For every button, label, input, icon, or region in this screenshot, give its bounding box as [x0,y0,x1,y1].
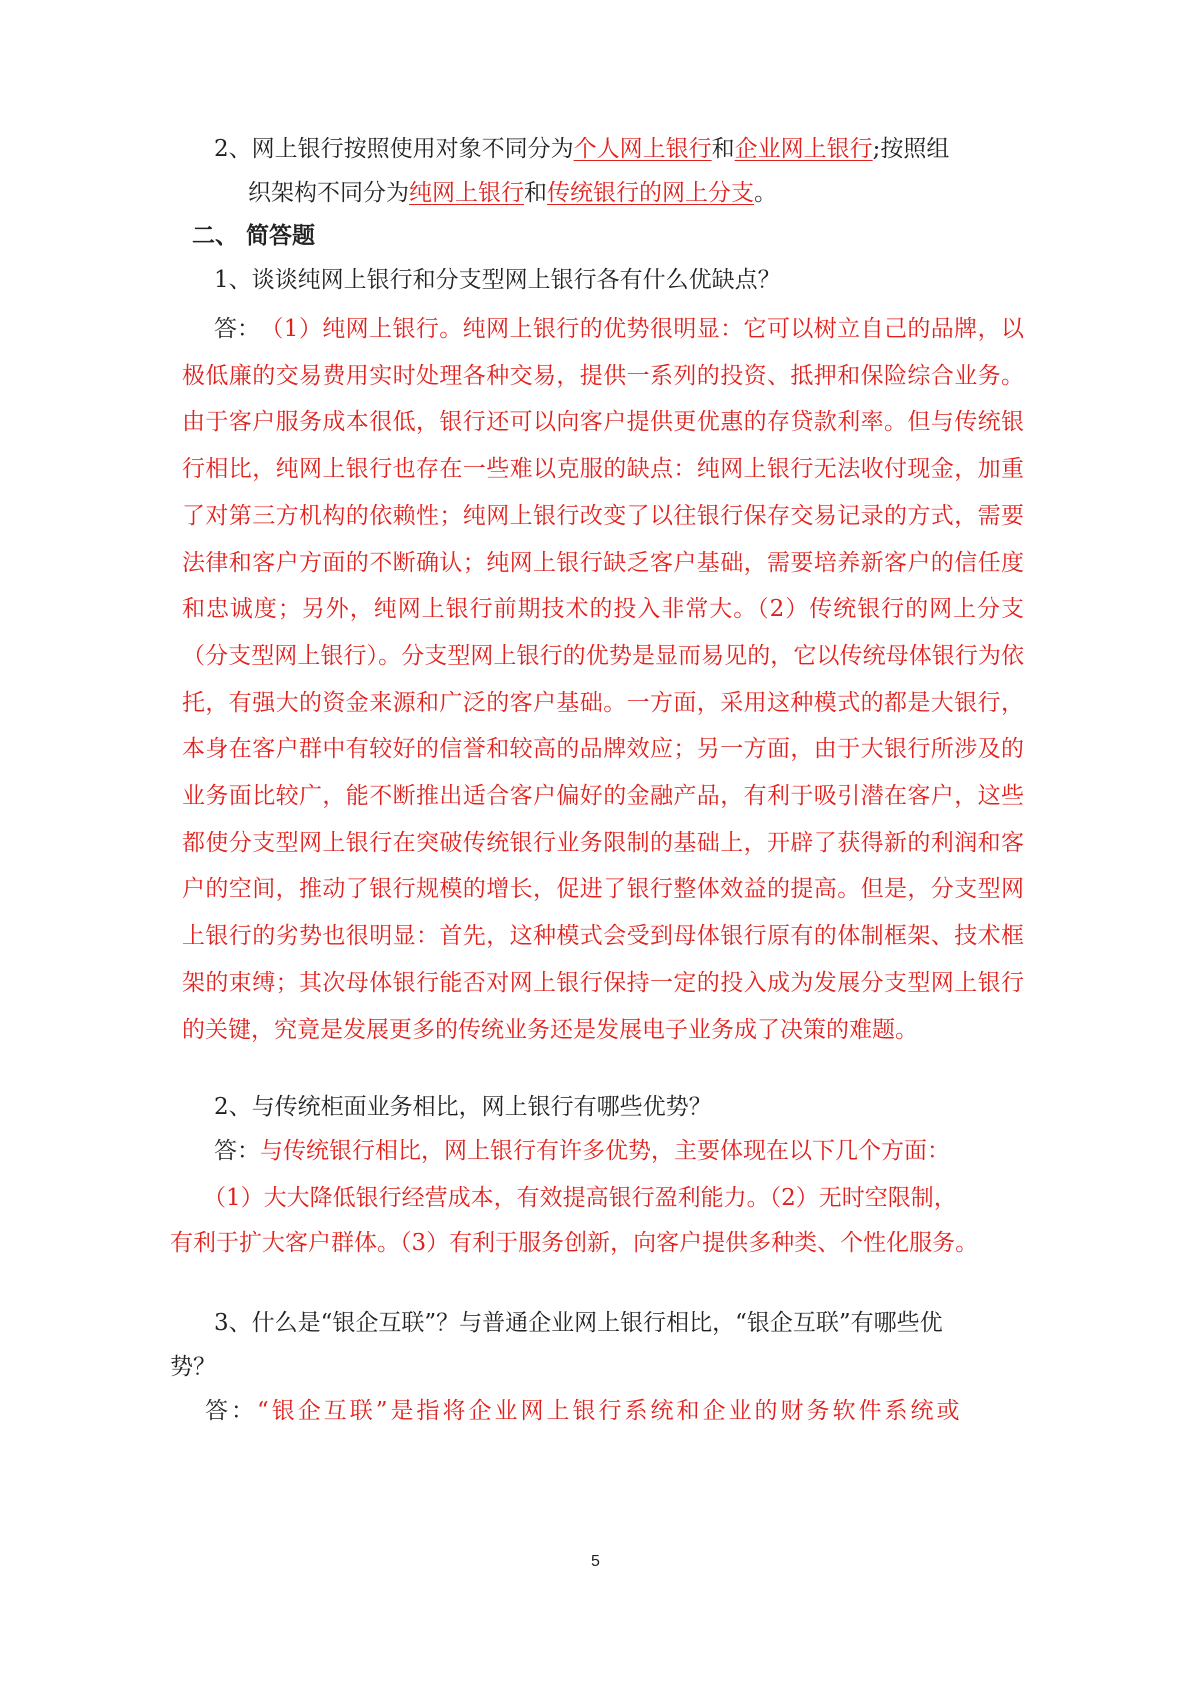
question-text: 。 [754,180,777,206]
question-2: 2、与传统柜面业务相比，网上银行有哪些优势？ [214,1094,712,1120]
fill-in-question-line-2 [248,177,1191,209]
answer-1-text: （1）纯网上银行。纯网上银行的优势很明显：它可以树立自己的品牌，以极低廉的交易费用实时处理各种交易，提供一系列的投资、抵押和保险综合业务。由于客户服务成本很低，银行还可以向客户提供更优惠的存贷款利率。但与传统银行相比，纯网上银行也存在一些难以克服的缺点：纯网上银行无法收付现金，加重了对第三方机构的依赖性；纯网上银行改变了以往银行保存交易记录的方式，需要法律和客户方面的不断确认；纯网上银行缺乏客户基础，需要培养新客户的信任度和忠诚度；另外，纯网上银行前期技术的投入非常大。（2）传统银行的网上分支（分支型网上银行）。分支型网上银行的优势是显而易见的，它以传统母体银行为依托，有强大的资金来源和广泛的客户基础。一方面，采用这种模式的都是大银行，本身在客户群中有较好的信誉和较高的品牌效应；另一方面，由于大银行所涉及的业务面比较广，能不断推出适合客户偏好的金融产品，有利于吸引潜在客户，这些都使分支型网上银行在突破传统银行业务限制的基础上，开辟了获得新的利润和客户的空间，推动了银行规模的增长，促进了银行整体效益的提高。但是，分支型网上银行的劣势也很明显：首先，这种模式会受到母体银行原有的体制框架、技术框架的束缚；其次母体银行能否对网上银行保持一定的投入成为发展分支型网上银行的关键，究竟是发展更多的传统业务还是发展电子业务成了决策的难题。 [182,316,1024,1043]
question-3-line-1: 3、什么是“银企互联”？与普通企业网上银行相比，“银企互联”有哪些优 [214,1310,943,1336]
question-text: 织架构不同分为 [248,180,409,206]
answer-2-text: 与传统银行相比，网上银行有许多优势，主要体现在以下几个方面： [260,1138,950,1164]
question-number: 2、 [214,136,252,162]
question-1: 1、谈谈纯网上银行和分支型网上银行各有什么优缺点？ [214,267,781,293]
answer-3-text: “银企互联”是指将企业网上银行系统和企业的财务软件系统或 [257,1398,963,1424]
question-3-line-2: 势？ [170,1354,216,1380]
question-text: 和 [711,136,735,162]
answer-2-line-2: （1）大大降低银行经营成本，有效提高银行盈利能力。（2）无时空限制， [203,1185,957,1211]
answer-2-line-3: 有利于扩大客户群体。（3）有利于服务创新，向客户提供多种类、个性化服务。 [170,1230,979,1256]
fill-in-question-line-1 [214,133,1191,165]
answer-blank-2: 企业网上银行 [734,136,873,162]
answer-prefix: 答： [214,1138,260,1164]
question-text: 和 [524,180,547,206]
section-title: 二、 简答题 [192,222,316,249]
question-text: ;按照组 [872,136,950,162]
answer-prefix: 答： [205,1398,257,1424]
answer-3-line-1 [205,1395,1191,1427]
answer-blank-1: 个人网上银行 [573,136,712,162]
answer-1 [182,306,1024,1053]
page-number: 5 [591,1553,600,1570]
answer-blank-3: 纯网上银行 [409,180,524,206]
question-text: 网上银行按照使用对象不同分为 [251,136,574,162]
answer-2-line-1 [214,1135,1191,1167]
answer-prefix: 答： [214,316,260,342]
answer-blank-4: 传统银行的网上分支 [547,180,754,206]
